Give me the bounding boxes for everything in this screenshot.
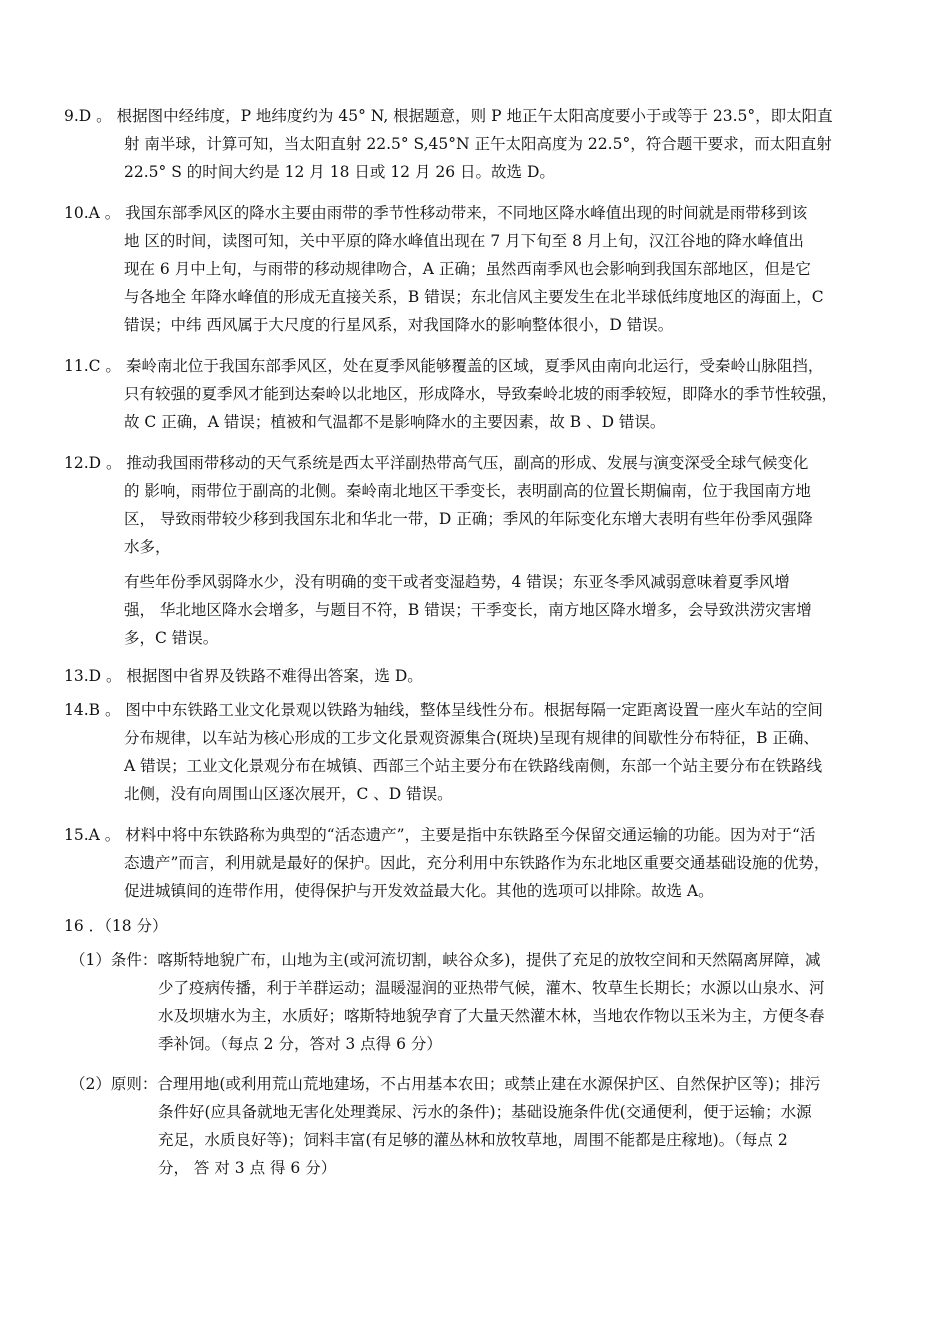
- answer-line: 故 C 正确，A 错误；植被和气温都不是影响降水的主要因素，故 B 、D 错误。: [124, 413, 666, 431]
- answer-line: 10.A 。 我国东部季风区的降水主要由雨带的季节性移动带来，不同地区降水峰值出现的时间就是雨带移到该: [64, 204, 808, 222]
- answer-line: 北侧，没有向周围山区逐次展开，C 、D 错误。: [124, 785, 453, 803]
- answer-line: （2）原则：合理用地(或利用荒山荒地建场，不占用基本农田；或禁止建在水源保护区、自然保护区等)；排污: [70, 1075, 821, 1093]
- answer-line: 15.A 。 材料中将中东铁路称为典型的“活态遗产”，主要是指中东铁路至今保留交通运输的功能。因为对于“活: [64, 826, 816, 844]
- answer-line: 强， 华北地区降水会增多，与题目不符，B 错误；干季变长，南方地区降水增多，会导致洪涝灾害增: [124, 601, 812, 619]
- answer-line: 有些年份季风弱降水少，没有明确的变干或者变湿趋势，4 错误；东亚冬季风减弱意味着夏季风增: [124, 573, 790, 591]
- answer-line: 地 区的时间，读图可知，关中平原的降水峰值出现在 7 月下旬至 8 月上旬，汉江谷地的降水峰值出: [124, 232, 804, 250]
- answer-line: 促进城镇间的连带作用，使得保护与开发效益最大化。其他的选项可以排除。故选 A。: [124, 882, 714, 900]
- answer-line: 14.B 。 图中中东铁路工业文化景观以铁路为轴线，整体呈线性分布。根据每隔一定距离设置一座火车站的空间: [64, 701, 823, 719]
- answer-line: 水及坝塘水为主，水质好；喀斯特地貌孕育了大量天然灌木林，当地农作物以玉米为主，方便冬春: [158, 1007, 825, 1025]
- answer-line: 态遗产”而言，利用就是最好的保护。因此，充分利用中东铁路作为东北地区重要交通基础设施的优势，: [124, 854, 830, 872]
- answer-line: 分， 答 对 3 点 得 6 分）: [158, 1159, 337, 1177]
- answer-line: 区， 导致雨带较少移到我国东北和华北一带，D 正确；季风的年际变化东增大表明有些年份季风强降: [124, 510, 813, 528]
- answer-line: 错误；中纬 西风属于大尺度的行星风系，对我国降水的影响整体很小，D 错误。: [124, 316, 674, 334]
- answer-line: 射 南半球，计算可知，当太阳直射 22.5° S,45°N 正午太阳高度为 22.5°，符合题干要求，而太阳直射: [124, 135, 832, 153]
- answer-line: 与各地全 年降水峰值的形成无直接关系，B 错误；东北信风主要发生在北半球低纬度地区的海面上，C: [124, 288, 824, 306]
- answer-line: 分布规律，以车站为核心形成的工步文化景观资源集合(斑块)呈现有规律的间歇性分布特征，B 正确、: [124, 729, 819, 747]
- answer-line: 9.D 。 根据图中经纬度，P 地纬度约为 45° N, 根据题意，则 P 地正午太阳高度要小于或等于 23.5°，即太阳直: [64, 107, 833, 125]
- answer-line: 条件好(应具备就地无害化处理粪尿、污水的条件)；基础设施条件优(交通便利，便于运输；水源: [158, 1103, 812, 1121]
- answer-line: （1）条件：喀斯特地貌广布，山地为主(或河流切割，峡谷众多)，提供了充足的放牧空间和天然隔离屏障，减: [70, 951, 821, 969]
- answer-line: 多，C 错误。: [124, 629, 219, 647]
- answer-line: 充足，水质良好等)；饲料丰富(有足够的灌丛林和放牧草地，周围不能都是庄稼地)。（每点 2: [158, 1131, 788, 1149]
- answer-line: 12.D 。 推动我国雨带移动的天气系统是西太平洋副热带高气压，副高的形成、发展与演变深受全球气候变化: [64, 454, 809, 472]
- answer-line: 现在 6 月中上旬，与雨带的移动规律吻合，A 正确；虽然西南季风也会影响到我国东部地区，但是它: [124, 260, 811, 278]
- answer-line: 13.D 。 根据图中省界及铁路不难得出答案，选 D。: [64, 667, 423, 685]
- answer-line: A 错误；工业文化景观分布在城镇、西部三个站主要分布在铁路线南侧，东部一个站主要分布在铁路线: [124, 757, 823, 775]
- answer-line: 少了疫病传播，利于羊群运动；温暖湿润的亚热带气候，灌木、牧草生长期长；水源以山泉水、河: [158, 979, 825, 997]
- answer-line: 11.C 。 秦岭南北位于我国东部季风区，处在夏季风能够覆盖的区域，夏季风由南向北运行，受秦岭山脉阻挡，: [64, 357, 824, 375]
- answer-line: 的 影响，雨带位于副高的北侧。秦岭南北地区干季变长，表明副高的位置长期偏南，位于我国南方地: [124, 482, 811, 500]
- answer-line: 16 ．（18 分）: [64, 917, 168, 935]
- answer-line: 水多，: [124, 538, 171, 556]
- answer-line: 季补饲。（每点 2 分，答对 3 点得 6 分）: [158, 1035, 442, 1053]
- answer-line: 22.5° S 的时间大约是 12 月 18 日或 12 月 26 日。故选 D。: [124, 163, 555, 181]
- answer-line: 只有较强的夏季风才能到达秦岭以北地区，形成降水，导致秦岭北坡的雨季较短，即降水的季节性较强，: [124, 385, 838, 403]
